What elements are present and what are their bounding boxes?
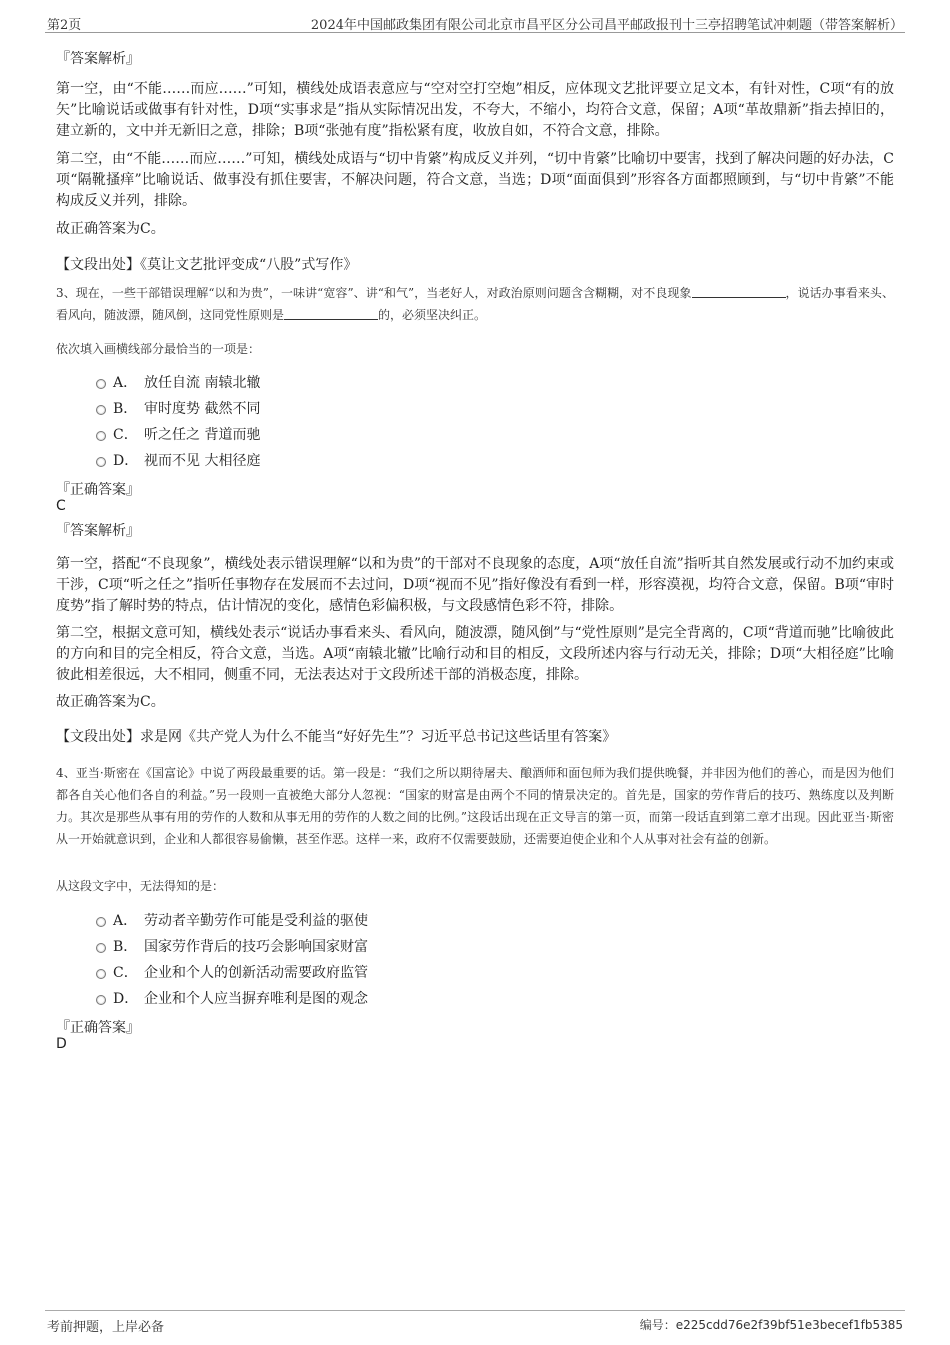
q2-analysis-p1: 第一空，由“不能……而应……”可知，横线处成语表意应与“空对空打空炮”相反，应体现文艺批评要立足文本，有针对性，C项“有的放矢”比喻说话或做事有针对性，D项“实事求是”指从实际情况出发，不夸大，不缩小，均符合文意，保留；A项“革故鼎新”指去掉旧的，建立新的，文中并无新旧之意，排除；B项“张弛有度”指松紧有度，收放自如，不符合文意，排除。 [56,81,894,139]
page-number: 第2页 [47,18,82,33]
q2-analysis-label: 『答案解析』 [56,51,140,67]
q3-conclusion: 故正确答案为C。 [56,694,165,710]
radio-icon[interactable] [96,943,106,953]
blank-line [284,307,378,320]
q4-stem: 4、亚当·斯密在《国富论》中说了两段最重要的话。第一段是：“我们之所以期待屠夫、酿酒师和面包师为我们提供晚餐，并非因为他们的善心，而是因为他们都各自关心他们各自的利益。”另一段则一直被绝大部分人忽视：“国家的财富是由两个不同的情景决定的。首先是，国家的劳作背后的技巧、熟练度以及判断力。其次是那些从事有用的劳作的人数和从事无用的劳作的人数之间的比例。”这段话出现在正文导言的第一页，而第一段话直到第二章才出现。因此亚当·斯密从一开始就意识到，企业和人都很容易偷懒，甚至作恶。这样一来，政府不仅需要鼓励，还需要迫使企业和个人从事对社会有益的创新。 [56,766,894,846]
page-header [45,10,905,33]
q3-source: 【文段出处】求是网《共产党人为什么不能当“好好先生”？习近平总书记这些话里有答案》 [56,729,617,745]
radio-icon[interactable] [96,995,106,1005]
page-footer [45,1310,905,1337]
radio-icon[interactable] [96,969,106,979]
footer-slogan: 考前押题，上岸必备 [47,1320,165,1335]
document-id: 编号：e225cdd76e2f39bf51e3becef1fb5385 [639,1318,903,1332]
radio-icon[interactable] [96,431,106,441]
q3-stem-part3: 的，必须坚决纠正。 [378,308,487,322]
radio-icon[interactable] [96,379,106,389]
q3-correct-label: 『正确答案』 [56,482,140,498]
q4-correct-answer: D [56,1036,67,1052]
q2-source: 【文段出处】《莫让文艺批评变成“八股”式写作》 [56,257,358,273]
q4-prompt: 从这段文字中，无法得知的是： [56,879,225,893]
q3-stem [56,282,894,326]
q3-stem-part2: ，说话办事看来头、看风向，随波漂，随风倒，这同党性原则是 [56,286,894,322]
radio-icon[interactable] [96,405,106,415]
q3-stem-part1: 3、现在，一些干部错误理解“以和为贵”，一味讲“宽容”、讲“和气”，当老好人，对政治原则问题含含糊糊，对不良现象 [56,286,692,300]
q3-analysis-p1: 第一空，搭配“不良现象”，横线处表示错误理解“以和为贵”的干部对不良现象的态度，A项“放任自流”指听其自然发展或行动不加约束或干涉，C项“听之任之”指听任事物存在发展而不去过问，D项“视而不见”指好像没有看到一样，形容漠视，均符合文意，保留。B项“审时度势”指了解时势的特点，估计情况的变化，感情色彩偏积极，与文段感情色彩不符，排除。 [56,556,895,614]
q2-analysis-p2: 第二空，由“不能……而应……”可知，横线处成语与“切中肯綮”构成反义并列，“切中肯綮”比喻切中要害，找到了解决问题的好办法，C项“隔靴搔痒”比喻说话、做事没有抓住要害，不解决问题，符合文意，当选；D项“面面俱到”形容各方面都照顾到，与“切中肯綮”不能构成反义并列，排除。 [56,151,894,209]
q4-correct-label: 『正确答案』 [56,1020,140,1036]
document-title: 2024年中国邮政集团有限公司北京市昌平区分公司昌平邮政报刊十三亭招聘笔试冲刺题（带答案解析） [310,18,903,33]
radio-icon[interactable] [96,457,106,467]
q2-conclusion: 故正确答案为C。 [56,221,165,237]
q3-analysis-label: 『答案解析』 [56,523,140,539]
q3-analysis-p2: 第二空，根据文意可知，横线处表示“说话办事看来头、看风向，随波漂，随风倒”与“党性原则”是完全背离的，C项“背道而驰”比喻彼此的方向和目的完全相反，符合文意，当选。A项“南辕北辙”比喻行动和目的相反，文段所述内容与行动无关，排除；D项“大相径庭”比喻彼此相差很远，大不相同，侧重不同，无法表达对于文段所述干部的消极态度，排除。 [56,625,894,683]
blank-line [692,285,786,298]
radio-icon[interactable] [96,917,106,927]
q3-prompt: 依次填入画横线部分最恰当的一项是： [56,342,261,356]
q3-correct-answer: C [56,498,66,514]
